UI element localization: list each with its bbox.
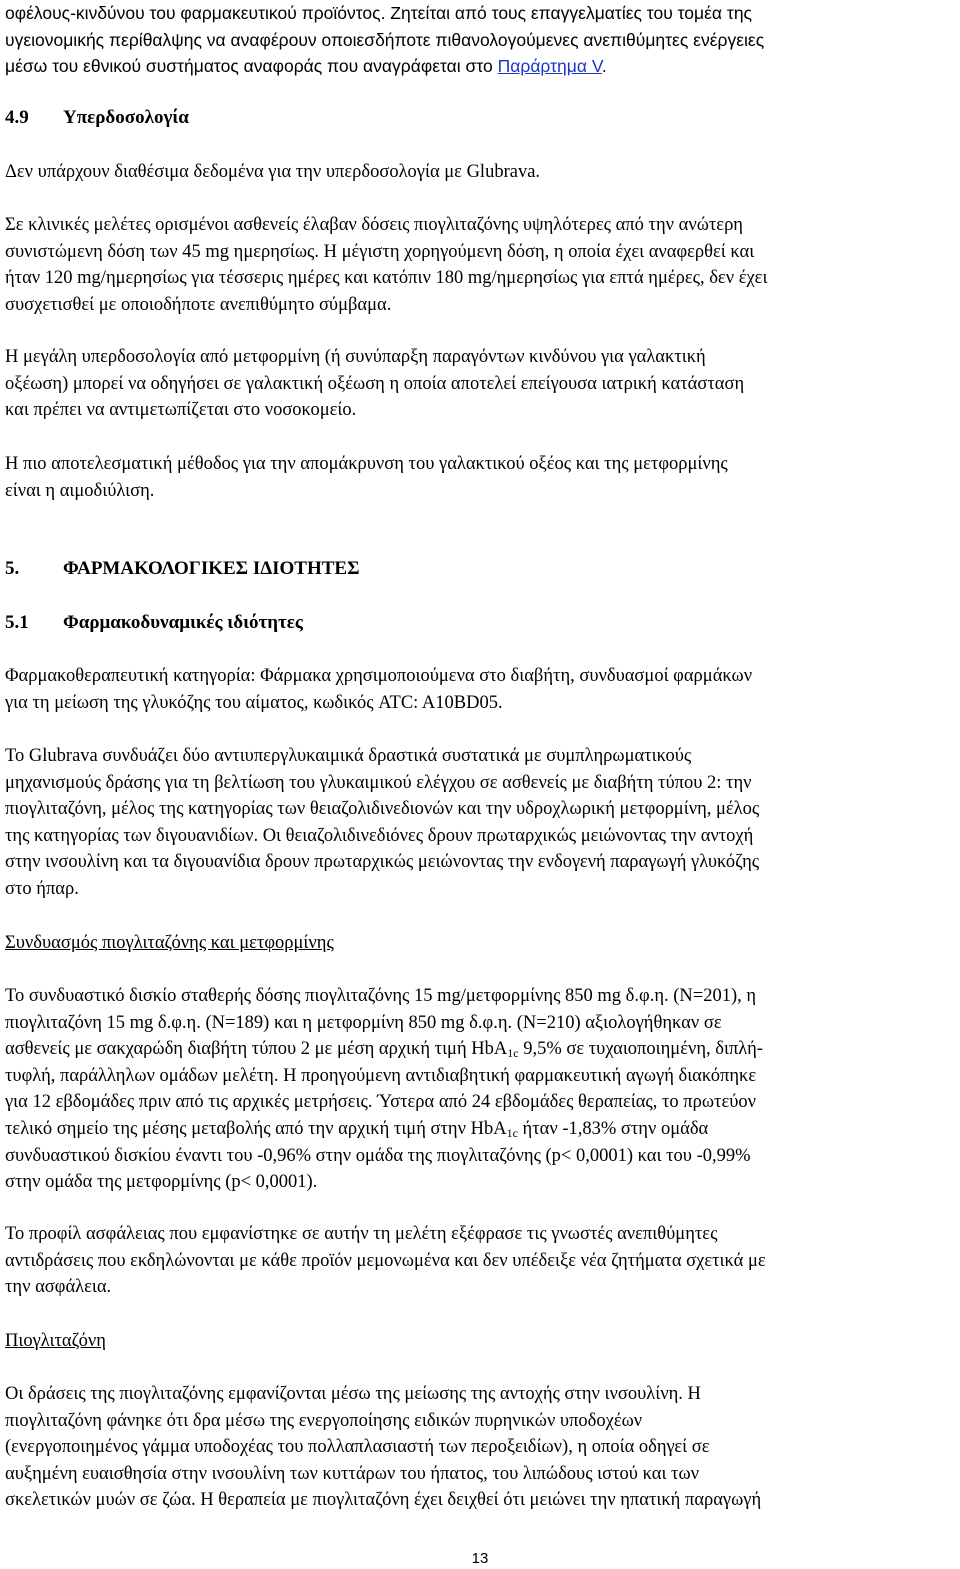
section-number: 5. xyxy=(5,558,20,579)
text-line: στην ινσουλίνη και τα διγουανίδια δρουν πρωταρχικώς μειώνοντας την ενδογενή παραγωγή γλυκόζης xyxy=(5,852,760,873)
text-line: Οι δράσεις της πιογλιταζόνης εμφανίζονται μέσω της μείωσης της αντοχής στην ινσουλίνη. Η xyxy=(5,1384,701,1404)
text-line: και πρέπει να αντιμετωπίζεται στο νοσοκομείο. xyxy=(5,400,357,421)
section-4-9-heading xyxy=(5,106,189,130)
text-line: πιογλιταζόνη φάνηκε ότι δρα μέσω της ενεργοποίησης ειδικών πυρηνικών υποδοχέων xyxy=(5,1410,643,1431)
text-fragment: 9,5% σε τυχαιοποιημένη, διπλή- xyxy=(518,1039,763,1060)
text-line xyxy=(5,1036,955,1063)
text-line: για 12 εβδομάδες πριν από τις αρχικές μετρήσεις. Ύστερα από 24 εβδομάδες θεραπείας, το πρωτεύον xyxy=(5,1092,757,1113)
intro-line: υγειονομικής περίθαλψης να αναφέρουν οποιεσδήποτε πιθανολογούμενες ανεπιθύμητες ενέργειες xyxy=(5,29,765,50)
text-line: Το συνδυαστικό δισκίο σταθερής δόσης πιογλιταζόνης 15 mg/μετφορμίνης 850 mg δ.φ.η. (N=201), η xyxy=(5,986,757,1006)
text-line: συσχετισθεί με οποιοδήποτε ανεπιθύμητο σύμβαμα. xyxy=(5,294,392,315)
section-title: ΦΑΡΜΑΚΟΛΟΓΙΚΕΣ ΙΔΙΟΤΗΤΕΣ xyxy=(63,558,360,579)
intro-text: . xyxy=(601,56,607,77)
text-line: (ενεργοποιημένος γάμμα υποδοχέας του πολλαπλασιαστή των περοξειδίων), η οποία οδηγεί σε xyxy=(5,1437,710,1458)
intro-text: μέσω του εθνικού συστήματος αναφοράς που αναγράφεται στο xyxy=(5,56,498,77)
text-line: της κατηγορίας των διγουανιδίων. Οι θειαζολιδινεδιόνες δρουν πρωταρχικώς μειώνοντας την αντοχή xyxy=(5,825,754,846)
text-line: στην ομάδα της μετφορμίνης (p< 0,0001). xyxy=(5,1172,318,1193)
text-line: για τη μείωση της γλυκόζης του αίματος, κωδικός ATC: A10BD05. xyxy=(5,692,503,713)
section-5-heading xyxy=(5,557,360,581)
hba-subscript: 1c xyxy=(507,1046,519,1061)
text-line: Δεν υπάρχουν διαθέσιμα δεδομένα για την υπερδοσολογία με Glubrava. xyxy=(5,162,541,182)
text-fragment: τελικό σημείο της μέσης μεταβολής από την αρχική τιμή στην HbA xyxy=(5,1118,507,1139)
section-number: 5.1 xyxy=(5,612,29,633)
text-line: αντιδράσεις που εκδηλώνονται με κάθε προϊόν μεμονωμένα και δεν υπέδειξε νέα ζητήματα σχετικά με xyxy=(5,1250,766,1271)
intro-line: οφέλους-κινδύνου του φαρμακευτικού προϊόντος. Ζητείται από τους επαγγελματίες του τομέα της xyxy=(5,3,752,23)
overdose-paragraph-3 xyxy=(5,344,955,424)
text-line: συνδυαστικού δισκίου έναντι του -0,96% στην ομάδα της πιογλιταζόνης (p< 0,0001) και του -0,99% xyxy=(5,1145,751,1166)
page-number: 13 xyxy=(471,1550,489,1567)
pioglitazone-paragraph xyxy=(5,1381,955,1514)
subsection-title: Πιογλιταζόνη xyxy=(5,1331,106,1351)
text-line: πιογλιταζόνη 15 mg δ.φ.η. (N=189) και η μετφορμίνη 850 mg δ.φ.η. (N=210) αξιολογήθηκαν σε xyxy=(5,1012,722,1033)
overdose-paragraph-2 xyxy=(5,212,955,318)
text-line: Η πιο αποτελεσματική μέθοδος για την απομάκρυνση του γαλακτικού οξέος και της μετφορμίνης xyxy=(5,454,728,474)
mechanism-paragraph xyxy=(5,743,955,903)
text-line: Το Glubrava συνδυάζει δύο αντιυπεργλυκαιμικά δραστικά συστατικά με συμπληρωματικούς xyxy=(5,746,692,766)
subheading-pioglitazone xyxy=(5,1328,955,1355)
text-line xyxy=(5,1116,955,1143)
text-line: Το προφίλ ασφάλειας που εμφανίστηκε σε αυτήν τη μελέτη εξέφρασε τις γνωστές ανεπιθύμητες xyxy=(5,1224,718,1244)
intro-paragraph xyxy=(5,0,955,80)
combination-study-paragraph xyxy=(5,983,955,1196)
subsection-title: Συνδυασμός πιογλιταζόνης και μετφορμίνης xyxy=(5,933,334,953)
section-number: 4.9 xyxy=(5,107,29,128)
annex-v-link[interactable]: Παράρτημα V xyxy=(497,56,602,77)
text-line: συνιστώμενη δόση των 45 mg ημερησίως. Η μέγιστη χορηγούμενη δόση, η οποία έχει αναφερθεί και xyxy=(5,241,755,262)
text-line: Φαρμακοθεραπευτική κατηγορία: Φάρμακα χρησιμοποιούμενα στο διαβήτη, συνδυασμοί φαρμάκων xyxy=(5,666,753,686)
text-line: οξέωση) μπορεί να οδηγήσει σε γαλακτική οξέωση η οποία αποτελεί επείγουσα ιατρική κατάσταση xyxy=(5,373,745,394)
text-line: στο ήπαρ. xyxy=(5,878,79,899)
section-title: Φαρμακοδυναμικές ιδιότητες xyxy=(63,612,303,633)
text-fragment: ασθενείς με σακχαρώδη διαβήτη τύπου 2 με μέση αρχική τιμή HbA xyxy=(5,1039,508,1060)
subheading-combination xyxy=(5,930,955,957)
text-line: είναι η αιμοδιύλιση. xyxy=(5,480,155,501)
overdose-paragraph-1 xyxy=(5,159,955,186)
hba-subscript: 1c xyxy=(506,1125,518,1140)
text-line: ήταν 120 mg/ημερησίως για τέσσερις ημέρες και κατόπιν 180 mg/ημερησίως για επτά ημέρες, δεν έχει xyxy=(5,268,768,289)
section-title: Υπερδοσολογία xyxy=(63,107,189,128)
text-line: σκελετικών μυών σε ζώα. Η θεραπεία με πιογλιταζόνη έχει δειχθεί ότι μειώνει την ηπατική παραγωγή xyxy=(5,1490,762,1511)
text-line: αυξημένη ευαισθησία στην ινσουλίνη των κυττάρων του ήπατος, του λιπώδους ιστού και των xyxy=(5,1463,700,1484)
text-line: μηχανισμούς δράσης για τη βελτίωση του γλυκαιμικού ελέγχου σε ασθενείς με διαβήτη τύπου 2: την xyxy=(5,772,752,793)
text-line: τυφλή, παράλληλων ομάδων μελέτη. Η προηγούμενη αντιδιαβητική φαρμακευτική αγωγή διακόπηκε xyxy=(5,1065,757,1086)
section-5-1-heading xyxy=(5,611,303,635)
intro-line xyxy=(5,53,955,80)
overdose-paragraph-4 xyxy=(5,451,955,504)
safety-profile-paragraph xyxy=(5,1221,955,1301)
text-line: Σε κλινικές μελέτες ορισμένοι ασθενείς έλαβαν δόσεις πιογλιταζόνης υψηλότερες από την ανώτερη xyxy=(5,215,743,235)
text-fragment: ήταν -1,83% στην ομάδα xyxy=(517,1118,709,1139)
pharmaco-category-paragraph xyxy=(5,663,955,716)
text-line: πιογλιταζόνη, μέλος της κατηγορίας των θειαζολιδινεδιονών και την υδροχλωρική μετφορμίνη, μέλος xyxy=(5,799,760,820)
text-line: Η μεγάλη υπερδοσολογία από μετφορμίνη (ή συνύπαρξη παραγόντων κινδύνου για γαλακτική xyxy=(5,347,706,367)
text-line: την ασφάλεια. xyxy=(5,1277,112,1298)
